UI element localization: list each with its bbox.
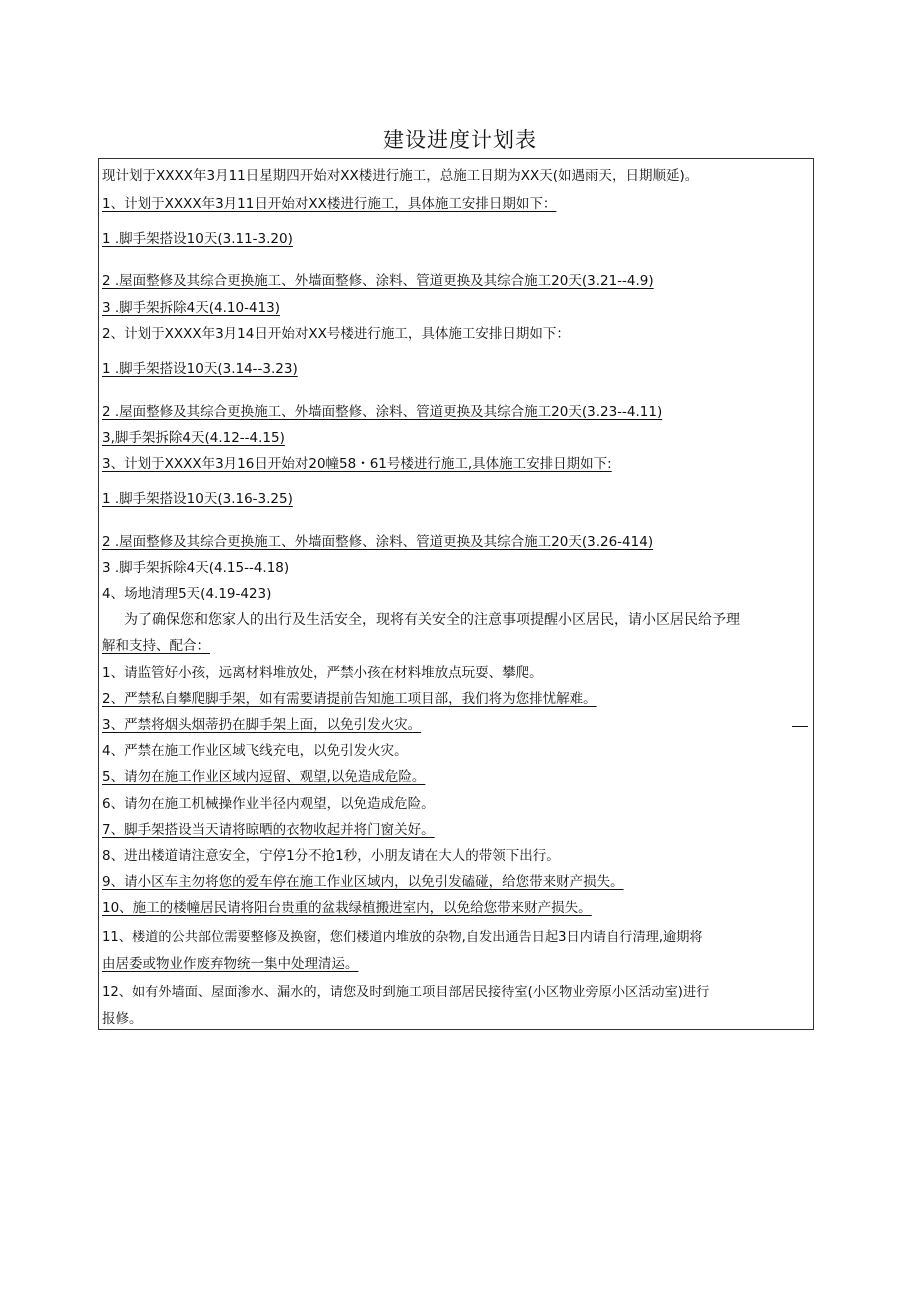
notice-item-10: 10、施工的楼幢居民请将阳台贵重的盆栽绿植搬进室内，以免给您带来财产损失。 [102, 900, 592, 916]
notice-item-2: 2、严禁私自攀爬脚手架，如有需要请提前告知施工项目部，我们将为您排忧解难。 [102, 691, 597, 707]
plan-3-step-3: 3 .脚手架拆除4天(4.15--4.18) [102, 560, 290, 576]
notice-item-12-line-1: 12、如有外墙面、屋面渗水、漏水的，请您及时到施工项目部居民接待室(小区物业旁原小区活动室)进行 [102, 985, 710, 1000]
notice-intro-line-1: 为了确保您和您家人的出行及生活安全，现将有关安全的注意事项提醒小区居民，请小区居民给予理 [124, 612, 740, 628]
notice-item-3: 3、严禁将烟头烟蒂扔在脚手架上面，以免引发火灾。 [102, 717, 422, 733]
plan-2-step-3: 3,脚手架拆除4天(4.12--4.15) [102, 430, 285, 446]
notice-item-8: 8、进出楼道请注意安全，宁停1分不抢1秒，小朋友请在大人的带领下出行。 [102, 848, 560, 864]
page-title: 建设进度计划表 [383, 128, 537, 152]
plan-3-step-4: 4、场地清理5天(4.19-423) [102, 586, 272, 602]
plan-1-step-3: 3 .脚手架拆除4天(4.10-413) [102, 300, 280, 316]
plan-1-step-1: 1 .脚手架搭设10天(3.11-3.20) [102, 231, 293, 247]
notice-item-6: 6、请勿在施工机械操作业半径内观望，以免造成危险。 [102, 796, 435, 812]
plan-2-step-1: 1 .脚手架搭设10天(3.14--3.23) [102, 361, 298, 377]
notice-item-11-line-1: 11、楼道的公共部位需要整修及换窗，您们楼道内堆放的杂物,自发出通告日起3日内请自行清理,逾期将 [102, 930, 703, 945]
notice-item-4: 4、严禁在施工作业区域飞线充电，以免引发火灾。 [102, 743, 408, 759]
notice-item-12-line-2: 报修。 [102, 1011, 143, 1027]
notice-item-7: 7、脚手架搭设当天请将晾晒的衣物收起并将门窗关好。 [102, 822, 435, 838]
notice-item-1: 1、请监管好小孩，远离材料堆放处，严禁小孩在材料堆放点玩耍、攀爬。 [102, 665, 543, 681]
notice-item-11-line-2: 由居委或物业作废弃物统一集中处理清运。 [102, 956, 359, 972]
notice-item-9: 9、请小区车主勿将您的爱车停在施工作业区域内，以免引发磕碰，给您带来财产损失。 [102, 874, 624, 890]
line-end-dash [792, 726, 808, 727]
plan-1-step-2: 2 .屋面整修及其综合更换施工、外墙面整修、涂料、管道更换及其综合施工20天(3.21--4.9) [102, 273, 654, 289]
intro-line: 现计划于XXXX年3月11日星期四开始对XX楼进行施工，总施工日期为XX天(如遇雨天，日期顺延)。 [102, 168, 699, 184]
notice-item-5: 5、请勿在施工作业区域内逗留、观望,以免造成危险。 [102, 769, 426, 785]
plan-3-step-1: 1 .脚手架搭设10天(3.16-3.25) [102, 491, 293, 507]
plan-1-heading: 1、计划于XXXX年3月11日开始对XX楼进行施工，具体施工安排日期如下： [102, 196, 557, 212]
plan-3-heading: 3、计划于XXXX年3月16日开始对20幢58・61号楼进行施工,具体施工安排日期如下: [102, 456, 612, 472]
plan-2-step-2: 2 .屋面整修及其综合更换施工、外墙面整修、涂料、管道更换及其综合施工20天(3.23--4.11) [102, 404, 663, 420]
notice-intro-line-2: 解和支持、配合： [102, 638, 210, 654]
plan-2-heading: 2、计划于XXXX年3月14日开始对XX号楼进行施工，具体施工安排日期如下： [102, 326, 570, 342]
plan-3-step-2: 2 .屋面整修及其综合更换施工、外墙面整修、涂料、管道更换及其综合施工20天(3.26-414) [102, 534, 654, 550]
